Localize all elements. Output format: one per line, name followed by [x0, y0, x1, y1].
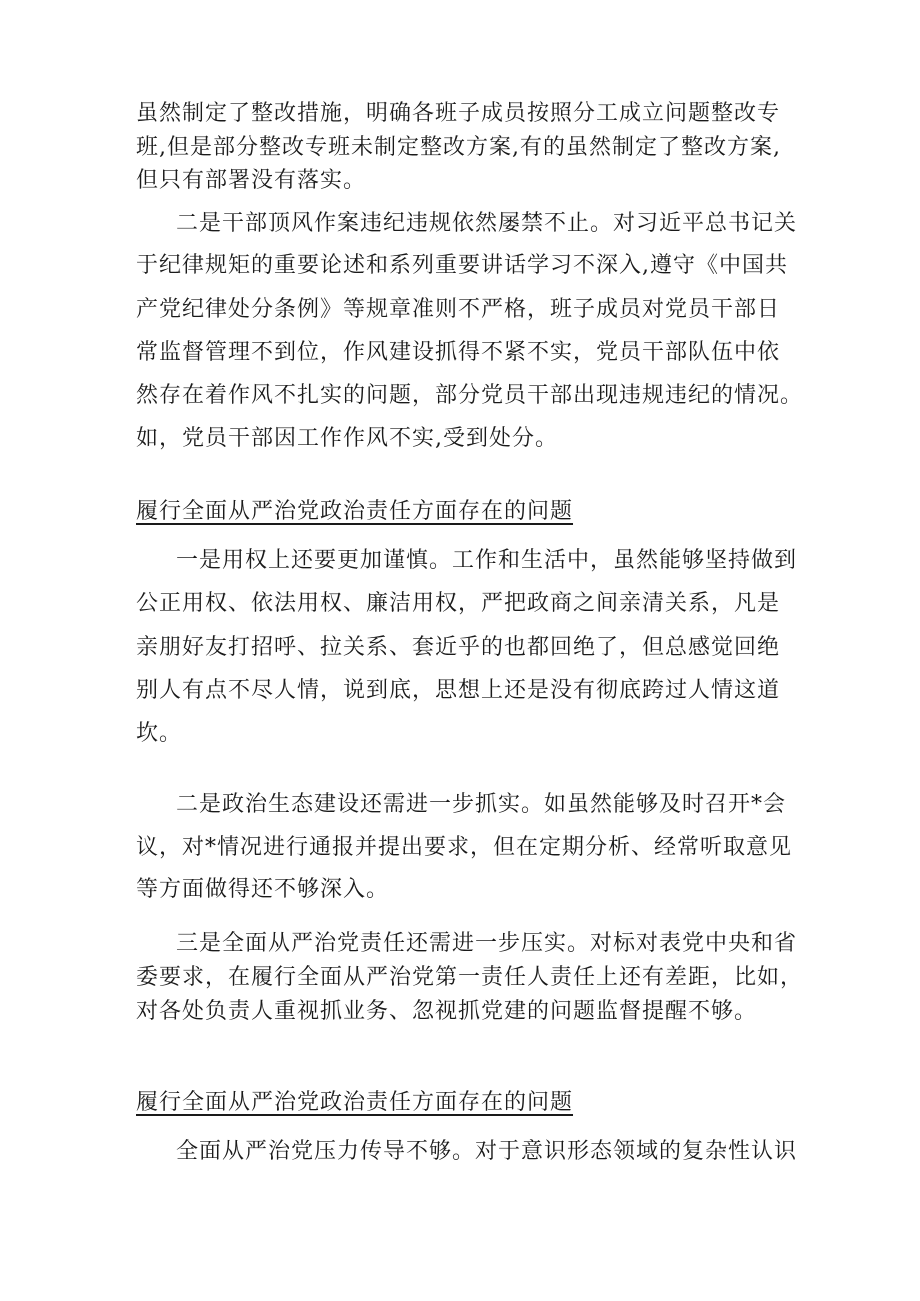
paragraph-line: 等方面做得还不够深入。	[136, 877, 390, 902]
paragraph-line: 产党纪律处分条例》等规章准则不严格，班子成员对党员干部日	[136, 297, 781, 322]
paragraph-line: 然存在着作风不扎实的问题，部分党员干部出现违规违纪的情况。	[136, 383, 804, 408]
paragraph-line: 亲朋好友打招呼、拉关系、套近乎的也都回绝了，但总感觉回绝	[136, 635, 781, 660]
paragraph-line: 二是干部顶风作案违纪违规依然屡禁不止。对习近平总书记关	[176, 211, 798, 236]
paragraph-line: 全面从严治党压力传导不够。对于意识形态领域的复杂性认识	[176, 1139, 798, 1164]
paragraph-line: 三是全面从严治党责任还需进一步压实。对标对表党中央和省	[176, 931, 798, 956]
paragraph-line: 于纪律规矩的重要论述和系列重要讲话学习不深入,遵守《中国共	[136, 253, 788, 278]
paragraph-line: 常监督管理不到位，作风建设抓得不紧不实，党员干部队伍中依	[136, 340, 781, 365]
paragraph-line: 别人有点不尽人情，说到底，思想上还是没有彻底跨过人情这道	[136, 678, 781, 703]
paragraph-line: 一是用权上还要更加谨慎。工作和生活中，虽然能够坚持做到	[176, 548, 798, 573]
paragraph-line: 公正用权、依法用权、廉洁用权，严把政商之间亲清关系，凡是	[136, 591, 781, 616]
paragraph-line: 如，党员干部因工作作风不实,受到处分。	[136, 426, 558, 451]
paragraph-line: 但只有部署没有落实。	[136, 168, 367, 193]
paragraph-line: 二是政治生态建设还需进一步抓实。如虽然能够及时召开*会	[176, 792, 787, 817]
paragraph-line: 委要求，在履行全面从严治党第一责任人责任上还有差距，比如，	[136, 965, 804, 990]
paragraph-line: 议，对*情况进行通报并提出要求，但在定期分析、经常听取意见	[136, 835, 793, 860]
paragraph-line: 坎。	[136, 721, 183, 746]
paragraph-line: 对各处负责人重视抓业务、忽视抓党建的问题监督提醒不够。	[136, 999, 758, 1024]
section-heading: 履行全面从严治党政治责任方面存在的问题	[136, 1090, 574, 1115]
paragraph-line: 班,但是部分整改专班未制定整改方案,有的虽然制定了整改方案,	[136, 135, 781, 160]
paragraph-line: 虽然制定了整改措施，明确各班子成员按照分工成立问题整改专	[136, 101, 781, 126]
section-heading: 履行全面从严治党政治责任方面存在的问题	[136, 499, 574, 524]
